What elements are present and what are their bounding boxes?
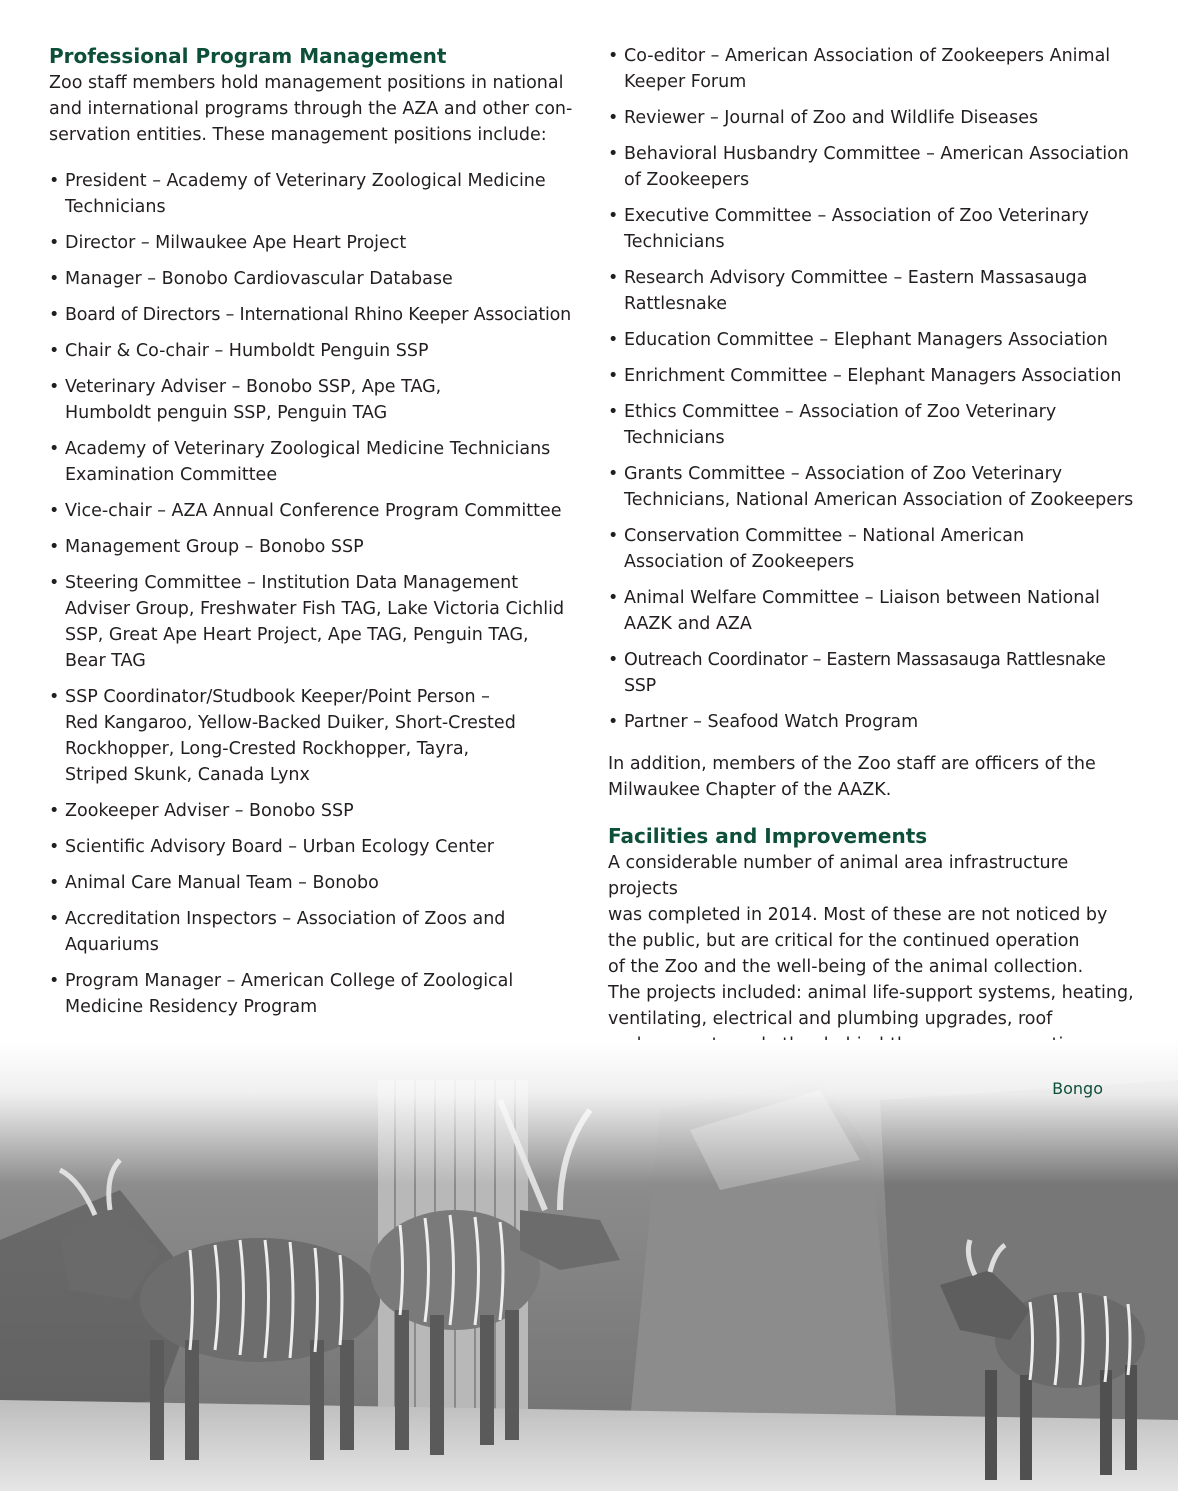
list-item: • Steering Committee – Institution Data Management Adviser Group, Freshwater Fish TAG, Lake Victoria Cichlid SSP, Great Ape Heart Project, Ape TAG, Penguin TAG, Bear TAG <box>49 570 579 674</box>
list-item: • Veterinary Adviser – Bonobo SSP, Ape TAG, Humboldt penguin SSP, Penguin TAG <box>49 374 579 426</box>
list-item: • Ethics Committee – Association of Zoo Veterinary Technicians <box>608 399 1138 451</box>
aazk-officers-note: In addition, members of the Zoo staff are officers of the Milwaukee Chapter of the AAZK. <box>608 754 1096 800</box>
section-heading-program-management: Professional Program Management <box>49 44 447 68</box>
list-item: • Outreach Coordinator – Eastern Massasauga Rattlesnake SSP <box>608 647 1138 699</box>
photo-caption: Bongo <box>1052 1079 1103 1098</box>
list-item: • Management Group – Bonobo SSP <box>49 534 579 560</box>
section-heading-facilities: Facilities and Improvements <box>608 824 928 848</box>
list-item: • Animal Care Manual Team – Bonobo <box>49 870 579 896</box>
list-item: • Vice-chair – AZA Annual Conference Program Committee <box>49 498 579 524</box>
right-column <box>608 43 1138 1058</box>
list-item: • Education Committee – Elephant Managers Association <box>608 327 1138 353</box>
program-management-intro: Zoo staff members hold management positions in national and international programs through the AZA and other con- servation entities. These management positions include: <box>49 73 573 145</box>
left-position-list <box>49 168 579 1020</box>
list-item: • Manager – Bonobo Cardiovascular Database <box>49 266 579 292</box>
list-item: • Research Advisory Committee – Eastern Massasauga Rattlesnake <box>608 265 1138 317</box>
list-item: • Behavioral Husbandry Committee – American Association of Zookeepers <box>608 141 1138 193</box>
list-item: • Animal Welfare Committee – Liaison between National AAZK and AZA <box>608 585 1138 637</box>
list-item: • Program Manager – American College of Zoological Medicine Residency Program <box>49 968 579 1020</box>
right-position-list <box>608 43 1138 735</box>
list-item: • SSP Coordinator/Studbook Keeper/Point Person – Red Kangaroo, Yellow-Backed Duiker, Short-Crested Rockhopper, Long-Crested Rockhopper, Tayra, Striped Skunk, Canada Lynx <box>49 684 579 788</box>
list-item: • President – Academy of Veterinary Zoological Medicine Technicians <box>49 168 579 220</box>
facilities-paragraph: A considerable number of animal area infrastructure projects was completed in 2014. Most of these are not noticed by the public, but are critical for the continued operation of the Zoo and the well-being of the animal collection. The projects included: animal life-support systems, heating, ventilating, electrical and plumbing upgrades, roof <box>608 853 1134 1029</box>
list-item: • Zookeeper Adviser – Bonobo SSP <box>49 798 579 824</box>
list-item: • Grants Committee – Association of Zoo Veterinary Technicians, National American Association of Zookeepers <box>608 461 1138 513</box>
list-item: • Conservation Committee – National American Association of Zookeepers <box>608 523 1138 575</box>
list-item: • Enrichment Committee – Elephant Managers Association <box>608 363 1138 389</box>
list-item: • Director – Milwaukee Ape Heart Project <box>49 230 579 256</box>
list-item: • Co-editor – American Association of Zookeepers Animal Keeper Forum <box>608 43 1138 95</box>
list-item: • Reviewer – Journal of Zoo and Wildlife Diseases <box>608 105 1138 131</box>
list-item: • Partner – Seafood Watch Program <box>608 709 1138 735</box>
list-item: • Accreditation Inspectors – Association of Zoos and Aquariums <box>49 906 579 958</box>
left-column <box>49 43 579 1030</box>
list-item: • Scientific Advisory Board – Urban Ecology Center <box>49 834 579 860</box>
list-item: • Academy of Veterinary Zoological Medicine Technicians Examination Committee <box>49 436 579 488</box>
list-item: • Board of Directors – International Rhino Keeper Association <box>49 302 579 328</box>
list-item: • Executive Committee – Association of Zoo Veterinary Technicians <box>608 203 1138 255</box>
bongo-photo <box>0 1040 1178 1491</box>
list-item: • Chair & Co-chair – Humboldt Penguin SSP <box>49 338 579 364</box>
